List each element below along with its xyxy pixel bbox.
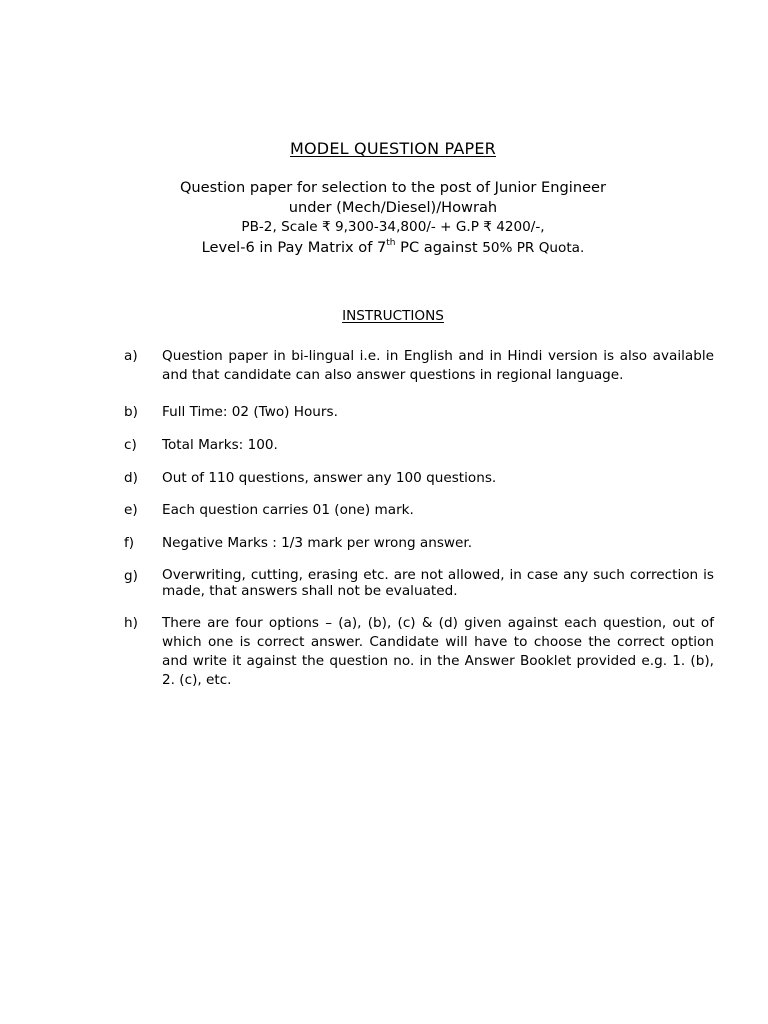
- instruction-marker: h): [124, 615, 138, 631]
- instruction-marker: d): [124, 470, 138, 486]
- instruction-marker: e): [124, 502, 138, 518]
- subtitle-post: Question paper for selection to the post of Junior Engineer: [179, 179, 607, 196]
- instruction-marker: g): [124, 568, 138, 584]
- instruction-item-b: [124, 403, 714, 422]
- instruction-item-c: [124, 436, 714, 455]
- instruction-item-d: [124, 469, 714, 488]
- instructions-heading: INSTRUCTIONS: [342, 308, 444, 324]
- instruction-item-e: [124, 501, 714, 520]
- instruction-text: Overwriting, cutting, erasing etc. are not allowed, in case any such correction is made, that answers shall not be evaluated.: [162, 567, 714, 599]
- instruction-marker: f): [124, 535, 135, 551]
- subtitle-quota: 50% PR Quota.: [482, 240, 585, 256]
- instruction-marker: b): [124, 404, 138, 420]
- subtitle-superscript: th: [386, 238, 396, 249]
- instruction-text: There are four options – (a), (b), (c) & (d) given against each question, out of which one is correct answer. Candidate will have to choose the correct option and write it against the question no. in the Answer Booklet provided e.g. 1. (b), 2. (c), etc.: [162, 615, 714, 688]
- instruction-marker: a): [124, 348, 138, 364]
- instruction-item-g: [124, 567, 714, 599]
- instruction-text: Question paper in bi-lingual i.e. in English and in Hindi version is also available and that candidate can also answer questions in regional language.: [162, 348, 714, 383]
- subtitle-pay-scale: PB-2, Scale ₹ 9,300-34,800/- + G.P ₹ 4200/-,: [241, 219, 545, 235]
- instruction-item-f: [124, 534, 714, 553]
- subtitle-level-text: Level-6 in Pay Matrix of 7: [201, 239, 387, 256]
- subtitle-department: under (Mech/Diesel)/Howrah: [288, 199, 498, 216]
- instruction-text: Each question carries 01 (one) mark.: [162, 502, 414, 518]
- instruction-item-h: [124, 614, 714, 690]
- page-title: MODEL QUESTION PAPER: [290, 139, 496, 158]
- instruction-marker: c): [124, 437, 137, 453]
- instruction-text: Full Time: 02 (Two) Hours.: [162, 404, 338, 420]
- subtitle-pay-level: [0, 239, 768, 256]
- instruction-item-a: [124, 347, 714, 385]
- instruction-text: Total Marks: 100.: [162, 437, 278, 453]
- subtitle-pc-text: PC against: [395, 239, 483, 256]
- instruction-text: Out of 110 questions, answer any 100 questions.: [162, 470, 497, 486]
- instruction-text: Negative Marks : 1/3 mark per wrong answer.: [162, 535, 473, 551]
